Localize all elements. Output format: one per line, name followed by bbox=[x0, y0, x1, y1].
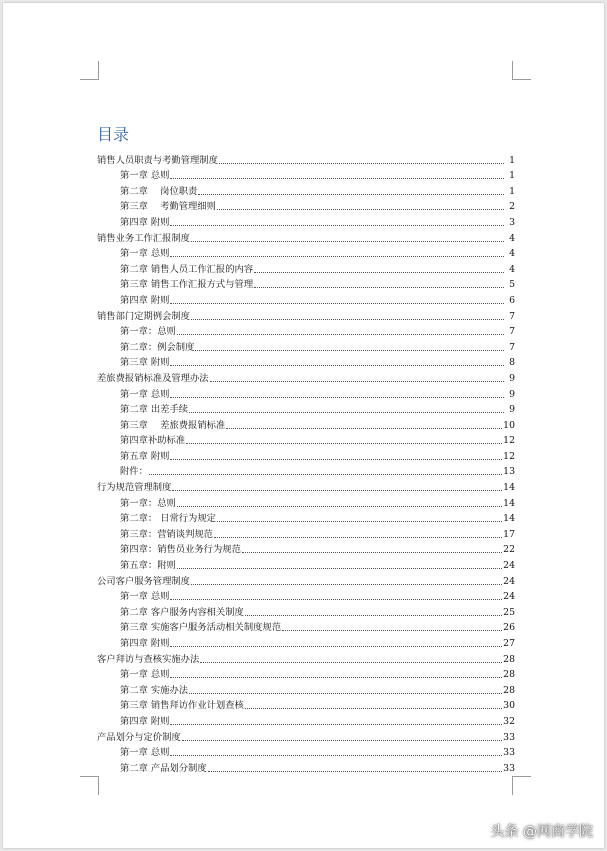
toc-page-number: 6 bbox=[509, 294, 515, 306]
toc-entry-text: 第一章 总则 bbox=[120, 591, 170, 603]
toc-entry-text: 第四章 附则 bbox=[120, 638, 170, 649]
toc-chapter-entry[interactable] bbox=[97, 681, 515, 697]
toc-page-number: 24 bbox=[503, 591, 515, 603]
toc-dot-leader bbox=[189, 412, 504, 413]
toc-dot-leader bbox=[170, 303, 504, 304]
toc-dot-leader bbox=[208, 771, 503, 772]
toc-dot-leader bbox=[189, 693, 502, 694]
toc-dot-leader bbox=[191, 584, 502, 585]
toc-section-entry[interactable] bbox=[97, 307, 515, 323]
toc-dot-leader bbox=[226, 428, 502, 429]
toc-dot-leader bbox=[219, 163, 504, 164]
toc-entry-text: 第二章 岗位职责 bbox=[120, 185, 198, 197]
toc-entry-text: 第四章 附则 bbox=[120, 715, 170, 727]
toc-page-number: 7 bbox=[509, 341, 515, 353]
toc-dot-leader bbox=[170, 365, 504, 366]
toc-chapter-entry[interactable] bbox=[97, 291, 515, 307]
toc-dot-leader bbox=[217, 209, 504, 210]
toc-dot-leader bbox=[242, 552, 502, 553]
toc-page-number: 28 bbox=[503, 653, 515, 665]
toc-entry-text: 第二章 实施办法 bbox=[120, 684, 189, 696]
toc-dot-leader bbox=[186, 443, 502, 444]
toc-dot-leader bbox=[191, 319, 504, 320]
toc-page-number: 2 bbox=[509, 201, 515, 213]
toc-chapter-entry[interactable] bbox=[97, 712, 515, 728]
toc-page-number: 7 bbox=[509, 310, 515, 322]
toc-dot-leader bbox=[210, 381, 504, 382]
toc-dot-leader bbox=[170, 646, 502, 647]
toc-dot-leader bbox=[170, 397, 504, 398]
toc-page-number: 9 bbox=[509, 372, 515, 384]
toc-page-number: 12 bbox=[503, 450, 515, 462]
toc-chapter-entry[interactable] bbox=[97, 432, 515, 448]
toc-chapter-entry[interactable] bbox=[97, 588, 515, 604]
toc-dot-leader bbox=[170, 599, 502, 600]
toc-section-entry[interactable] bbox=[97, 151, 515, 167]
toc-section-entry[interactable] bbox=[97, 728, 515, 744]
toc-page-number: 1 bbox=[509, 154, 515, 166]
toc-entry-text: 第一章 总则 bbox=[120, 747, 170, 759]
toc-dot-leader bbox=[245, 615, 502, 616]
toc-page-number: 4 bbox=[509, 232, 515, 244]
toc-entry-text: 第五章：附则 bbox=[120, 560, 176, 572]
toc-page-number: 4 bbox=[509, 263, 515, 275]
toc-page-number: 14 bbox=[503, 513, 515, 525]
toc-chapter-entry[interactable] bbox=[97, 744, 515, 760]
toc-entry-text: 第三章 销售拜访作业计划查核 bbox=[120, 700, 244, 712]
toc-chapter-entry[interactable] bbox=[97, 401, 515, 417]
toc-page-number: 27 bbox=[503, 638, 515, 649]
toc-dot-leader bbox=[170, 178, 504, 179]
crop-mark-bottom-right bbox=[512, 776, 531, 795]
toc-page-number: 14 bbox=[503, 497, 515, 509]
toc-entry-text: 第四章 附则 bbox=[120, 294, 170, 306]
toc-dot-leader bbox=[177, 568, 502, 569]
toc-dot-leader bbox=[182, 740, 502, 741]
toc-entry-text: 第四章补助标准 bbox=[120, 435, 186, 447]
toc-page-number: 22 bbox=[503, 544, 515, 556]
toc-page-number: 1 bbox=[509, 170, 515, 182]
toc-page-number: 9 bbox=[509, 404, 515, 416]
toc-page-number: 12 bbox=[503, 435, 515, 447]
document-page bbox=[3, 3, 604, 848]
toc-chapter-entry[interactable] bbox=[97, 494, 515, 510]
toc-chapter-entry[interactable] bbox=[97, 697, 515, 713]
toc-entry-text: 第五章 附则 bbox=[120, 450, 170, 462]
toc-dot-leader bbox=[170, 677, 502, 678]
toc-page-number: 4 bbox=[509, 248, 515, 260]
toc-page-number: 1 bbox=[509, 185, 515, 197]
toc-entry-text: 第二章： 日常行为规定 bbox=[120, 513, 216, 525]
toc-entry-text: 第二章 出差手续 bbox=[120, 404, 189, 416]
toc-entry-text: 第二章 客户服务内容相关制度 bbox=[120, 606, 244, 618]
toc-entry-text: 第三章 实施客户服务活动相关制度规范 bbox=[120, 622, 282, 634]
toc-chapter-entry[interactable] bbox=[97, 463, 515, 479]
toc-section-entry[interactable] bbox=[97, 229, 515, 245]
table-of-contents bbox=[97, 151, 515, 775]
toc-chapter-entry[interactable] bbox=[97, 245, 515, 261]
toc-dot-leader bbox=[170, 256, 504, 257]
watermark-text: 头条 @网商学院 bbox=[490, 824, 593, 840]
toc-dot-leader bbox=[200, 662, 502, 663]
toc-page-number: 33 bbox=[503, 762, 515, 774]
toc-chapter-entry[interactable] bbox=[97, 198, 515, 214]
toc-entry-text: 第三章 考勤管理细则 bbox=[120, 201, 216, 213]
toc-chapter-entry[interactable] bbox=[97, 416, 515, 432]
crop-mark-top-right bbox=[512, 61, 531, 80]
toc-chapter-entry[interactable] bbox=[97, 323, 515, 339]
toc-chapter-entry[interactable] bbox=[97, 619, 515, 635]
toc-entry-text: 行为规范管理制度 bbox=[97, 482, 172, 494]
toc-chapter-entry[interactable] bbox=[97, 213, 515, 229]
toc-dot-leader bbox=[177, 506, 502, 507]
toc-chapter-entry[interactable] bbox=[97, 666, 515, 682]
toc-page-number: 8 bbox=[509, 357, 515, 369]
toc-page-number: 28 bbox=[503, 669, 515, 681]
toc-chapter-entry[interactable] bbox=[97, 385, 515, 401]
toc-entry-text: 第一章 总则 bbox=[120, 388, 170, 400]
toc-page-number: 17 bbox=[503, 528, 515, 540]
toc-entry-text: 第一章 总则 bbox=[120, 248, 170, 260]
toc-entry-text: 公司客户服务管理制度 bbox=[97, 575, 190, 587]
toc-dot-leader bbox=[170, 459, 502, 460]
toc-page-number: 7 bbox=[509, 326, 515, 338]
toc-page-number: 14 bbox=[503, 482, 515, 494]
crop-mark-top-left bbox=[80, 61, 99, 80]
toc-entry-text: 第三章 差旅费报销标准 bbox=[120, 419, 226, 431]
toc-chapter-entry[interactable] bbox=[97, 510, 515, 526]
toc-chapter-entry[interactable] bbox=[97, 447, 515, 463]
toc-dot-leader bbox=[245, 708, 502, 709]
toc-entry-text: 第三章 附则 bbox=[120, 357, 170, 369]
toc-page-number: 10 bbox=[503, 419, 515, 431]
toc-chapter-entry[interactable] bbox=[97, 541, 515, 557]
toc-page-number: 32 bbox=[503, 715, 515, 727]
toc-chapter-entry[interactable] bbox=[97, 634, 515, 650]
toc-section-entry[interactable] bbox=[97, 650, 515, 666]
toc-page-number: 3 bbox=[509, 216, 515, 228]
toc-page-number: 5 bbox=[509, 279, 515, 291]
toc-entry-text: 第三章 销售工作汇报方式与管理 bbox=[120, 279, 254, 291]
toc-dot-leader bbox=[282, 630, 502, 631]
toc-dot-leader bbox=[170, 755, 502, 756]
toc-entry-text: 第一章：总则 bbox=[120, 326, 176, 338]
toc-dot-leader bbox=[254, 287, 504, 288]
toc-dot-leader bbox=[217, 521, 502, 522]
toc-page-number: 26 bbox=[503, 622, 515, 634]
toc-chapter-entry[interactable] bbox=[97, 260, 515, 276]
toc-chapter-entry[interactable] bbox=[97, 556, 515, 572]
toc-entry-text: 第二章 销售人员工作汇报的内容 bbox=[120, 263, 254, 275]
toc-entry-text: 第一章：总则 bbox=[120, 497, 176, 509]
toc-entry-text: 第二章：例会制度 bbox=[120, 341, 195, 353]
toc-dot-leader bbox=[172, 490, 502, 491]
toc-entry-text: 第三章：营销谈判规范 bbox=[120, 528, 213, 540]
toc-section-entry[interactable] bbox=[97, 369, 515, 385]
toc-chapter-entry[interactable] bbox=[97, 338, 515, 354]
toc-dot-leader bbox=[198, 194, 504, 195]
toc-page-number: 33 bbox=[503, 731, 515, 743]
toc-dot-leader bbox=[191, 241, 504, 242]
toc-entry-text: 销售业务工作汇报制度 bbox=[97, 232, 190, 244]
toc-title: 目录 bbox=[97, 125, 130, 144]
toc-page-number: 28 bbox=[503, 684, 515, 696]
toc-entry-text: 第一章 总则 bbox=[120, 669, 170, 681]
toc-entry-text: 附件： bbox=[120, 466, 148, 478]
toc-dot-leader bbox=[214, 537, 502, 538]
toc-entry-text: 销售部门定期例会制度 bbox=[97, 310, 190, 322]
toc-page-number: 24 bbox=[503, 560, 515, 572]
toc-entry-text: 第四章：销售员业务行为规范 bbox=[120, 544, 241, 556]
toc-page-number: 33 bbox=[503, 747, 515, 759]
toc-entry-text: 第四章 附则 bbox=[120, 216, 170, 228]
crop-mark-bottom-left bbox=[80, 776, 99, 795]
toc-dot-leader bbox=[170, 724, 502, 725]
toc-dot-leader bbox=[170, 225, 504, 226]
toc-dot-leader bbox=[177, 334, 504, 335]
toc-chapter-entry[interactable] bbox=[97, 276, 515, 292]
toc-page-number: 30 bbox=[503, 700, 515, 712]
toc-entry-text: 第一章 总则 bbox=[120, 170, 170, 182]
toc-entry-text: 销售人员职责与考勤管理制度 bbox=[97, 154, 218, 166]
toc-page-number: 24 bbox=[503, 575, 515, 587]
toc-page-number: 13 bbox=[503, 466, 515, 478]
toc-chapter-entry[interactable] bbox=[97, 759, 515, 775]
toc-section-entry[interactable] bbox=[97, 478, 515, 494]
toc-page-number: 25 bbox=[503, 606, 515, 618]
toc-chapter-entry[interactable] bbox=[97, 167, 515, 183]
toc-page-number: 9 bbox=[509, 388, 515, 400]
toc-dot-leader bbox=[149, 474, 502, 475]
toc-dot-leader bbox=[195, 350, 504, 351]
toc-entry-text: 差旅费报销标准及管理办法 bbox=[97, 372, 209, 384]
toc-dot-leader bbox=[254, 272, 504, 273]
toc-chapter-entry[interactable] bbox=[97, 182, 515, 198]
toc-chapter-entry[interactable] bbox=[97, 354, 515, 370]
toc-section-entry[interactable] bbox=[97, 572, 515, 588]
toc-chapter-entry[interactable] bbox=[97, 603, 515, 619]
toc-entry-text: 客户拜访与查核实施办法 bbox=[97, 653, 200, 665]
toc-chapter-entry[interactable] bbox=[97, 525, 515, 541]
toc-entry-text: 产品划分与定价制度 bbox=[97, 731, 181, 743]
toc-entry-text: 第二章 产品划分制度 bbox=[120, 762, 207, 774]
